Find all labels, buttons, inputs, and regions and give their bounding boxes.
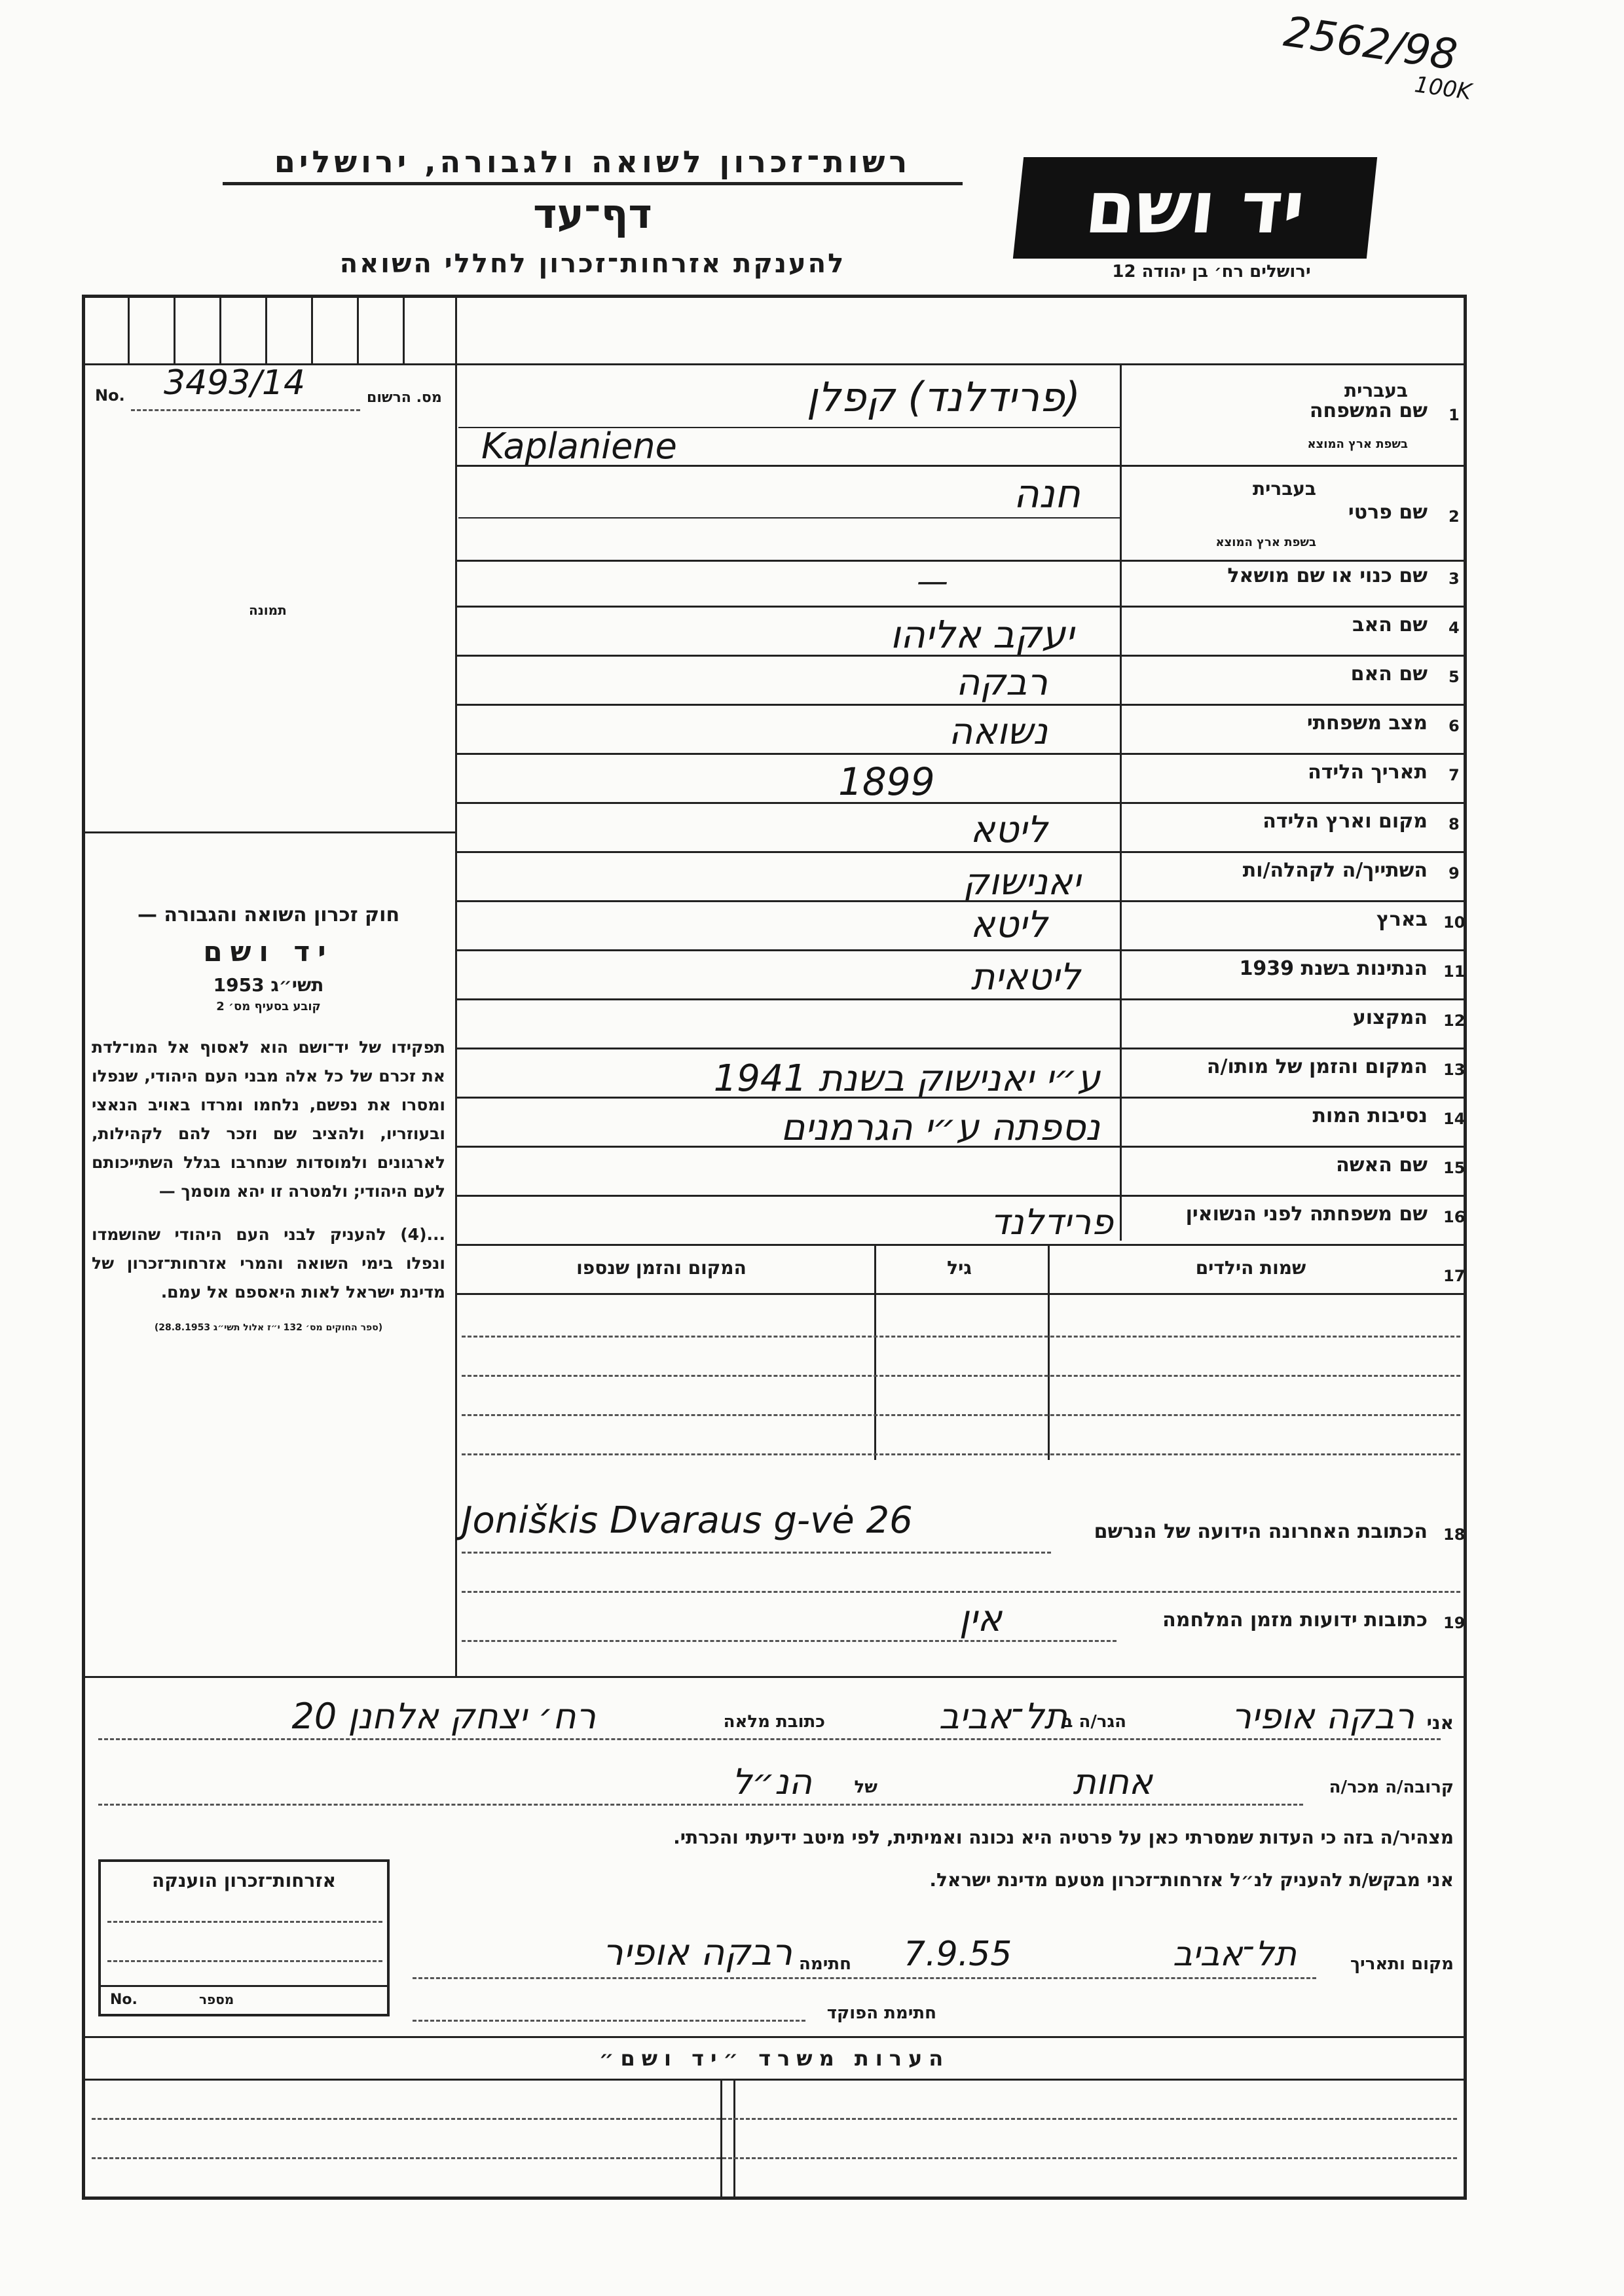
decl-official-label: חתימת הפוקד [826, 2003, 936, 2023]
reg-label: מס. הרשום [367, 390, 442, 406]
citizenship-box-title: אזרחות־זכרון הוענקה [152, 1870, 336, 1891]
decl-place-label: מקום ותאריך [1350, 1954, 1454, 1974]
father-name: יעקב אליהו [890, 612, 1074, 657]
field-9-label: השתייך/ה לקהלה/ות [1242, 859, 1428, 882]
decl-of-value: הנ״ל [731, 1761, 812, 1802]
form-title: דף־עד [533, 190, 652, 238]
form-subtitle: להענקת אזרחות־זכרון לחללי השואה [339, 249, 846, 279]
citizenship-number-label: מספר [199, 1992, 234, 2007]
citizenship-no-label: No. [110, 1992, 138, 2008]
remarks-title: הערות משרד ״יד ושם״ [599, 2046, 950, 2071]
decl-ani: אני [1426, 1712, 1454, 1734]
children-place-header: המקום והזמן שנספו [576, 1257, 747, 1279]
law-text-1: תפקידו של יד־ושם הוא לאסוף אל המו־לדת את זכרם של כל אלה מבני העם היהודי, שנפלו ומסרו את נפשם, נלחמו ומרדו באויב הנאצי ובעוזריו, ולהציב שם וזכר להם לקהילות, לארגונים ולמוסדות שנחרבו בגלל השתייכותם לעם היהודי; ולמטרה זו יהא מוסמך — [92, 1038, 445, 1201]
field-16-label: שם משפחתה לפני הנשואין [1185, 1203, 1428, 1226]
law-box [92, 903, 445, 1333]
reg-no-label: No. [95, 386, 125, 405]
field-10-label: בארץ [1376, 908, 1428, 931]
field-11-label: הנתינות בשנת 1939 [1239, 957, 1428, 980]
field-2-sub1: בעברית [1252, 478, 1316, 500]
community: יאנישוק [963, 861, 1080, 903]
field-1-label: שם המשפחה [1309, 399, 1428, 422]
field-12-label: המקצוע [1352, 1006, 1428, 1029]
logo-text: יד ושם [1081, 166, 1309, 249]
children-names-header: שמות הילדים [1195, 1257, 1306, 1279]
yad-vashem-logo [1013, 157, 1377, 259]
law-ref: (ספר החוקים מס׳ 132 י״ז אלול תשי״ג 28.8.1953) [154, 1322, 383, 1333]
death-circumstances: נספתה ע״י הגרמנים [781, 1106, 1100, 1149]
decl-relative-label: קרובה/ה מכר/ה [1329, 1777, 1454, 1797]
stamp-number: 2562/98 [1281, 7, 1460, 81]
law-clause: קובע בסעיף מס׳ 2 [216, 1000, 321, 1013]
field-15-label: שם האשה [1336, 1154, 1428, 1176]
decl-place: תל־אביב [1172, 1935, 1297, 1974]
alias-name: — [917, 563, 948, 600]
decl-relation: אחות [1073, 1761, 1153, 1802]
decl-sig-label: חתימה [799, 1954, 851, 1974]
field-5-label: שם האם [1350, 663, 1428, 685]
decl-date: 7.9.55 [904, 1935, 1012, 1974]
decl-address: רח׳ יצחק אלחנן 20 [291, 1696, 596, 1737]
field-6-label: מצב משפחתי [1306, 712, 1428, 735]
birth-place: ליטא [970, 809, 1048, 851]
first-name: חנה [1013, 471, 1080, 517]
nationality-1939: ליטאית [970, 956, 1080, 998]
law-name: יד ושם [203, 936, 334, 968]
field-1-sub2: בשפת ארץ המוצא [1307, 437, 1408, 451]
decl-of-label: של [854, 1777, 877, 1797]
field-19-label: כתובות ידועות מזמן המלחמה [1162, 1609, 1428, 1631]
reg-number: 3493/14 [164, 363, 306, 403]
birth-date: 1899 [838, 759, 935, 804]
field-2-sub2: בשפת ארץ המוצא [1215, 536, 1316, 549]
logo-address: ירושלים רח׳ בן יהודה 12 [1112, 262, 1311, 282]
field-2-label: שם פרטי [1348, 501, 1428, 524]
maiden-name: פרידלנד [990, 1201, 1113, 1243]
family-name-hebrew: (פרידלנד) קפלן [806, 373, 1080, 421]
marital-status: נשואה [948, 710, 1048, 753]
last-address: Joniškis Dvaraus g-vė 26 [462, 1499, 913, 1542]
mother-name: רבקה [955, 661, 1048, 704]
country: ליטא [970, 903, 1048, 946]
citizenship-box [98, 1859, 390, 2016]
law-text-2: ...(4) להעניק לבני העם היהודי שהושמדו ונפלו בימי השואה והמרי אזרחות־זכרון של מדינת ישראל לאות היאספם אל עמם. [92, 1225, 445, 1302]
decl-line2: אני מבקש/ת להעניק לנ״ל אזרחות־זכרון מטעם מדינת ישראל. [929, 1869, 1454, 1891]
field-7-label: תאריך הלידה [1308, 761, 1428, 784]
field-18-label: הכתובת האחרונה הידועה של הנרשם [1094, 1520, 1428, 1543]
children-age-header: גיל [947, 1257, 972, 1279]
authority-title: רשות־זכרון לשואה ולגבורה, ירושלים [223, 144, 963, 185]
law-title: חוק זכרון השואה והגבורה — [137, 903, 400, 926]
family-name-origin: Kaplaniene [481, 426, 677, 467]
decl-name: רבקה אופיר [1231, 1696, 1414, 1737]
law-year: תשי״ג 1953 [213, 974, 324, 996]
stamp-sub: 100K [1412, 71, 1473, 105]
field-1-sub1: בעברית [1344, 380, 1408, 401]
wartime-address: אין [959, 1597, 1002, 1640]
field-13-label: המקום והזמן של מותו/ה [1206, 1055, 1428, 1078]
photo-label: תמונה [249, 602, 287, 618]
field-4-label: שם האב [1352, 613, 1428, 636]
field-14-label: נסיבות המות [1312, 1104, 1428, 1127]
field-8-label: מקום וארץ הלידה [1263, 810, 1428, 833]
decl-line1: מצהיר/ה בזה כי העדות שמסרתי כאן על פרטיה היא נכונה ואמיתית, לפי מיטב ידיעתי והכרתי. [673, 1827, 1454, 1848]
decl-signature: רבקה אופיר [602, 1931, 792, 1974]
field-3-label: שם כנוי או שם מושאל [1227, 564, 1428, 587]
death-place-time: ע״י יאנישוק בשנת 1941 [713, 1057, 1100, 1100]
decl-gar-label: הגר/ה ב [1062, 1712, 1126, 1732]
decl-address-label: כתובת מלאה [723, 1712, 825, 1732]
decl-city: תל־אביב [938, 1696, 1067, 1737]
